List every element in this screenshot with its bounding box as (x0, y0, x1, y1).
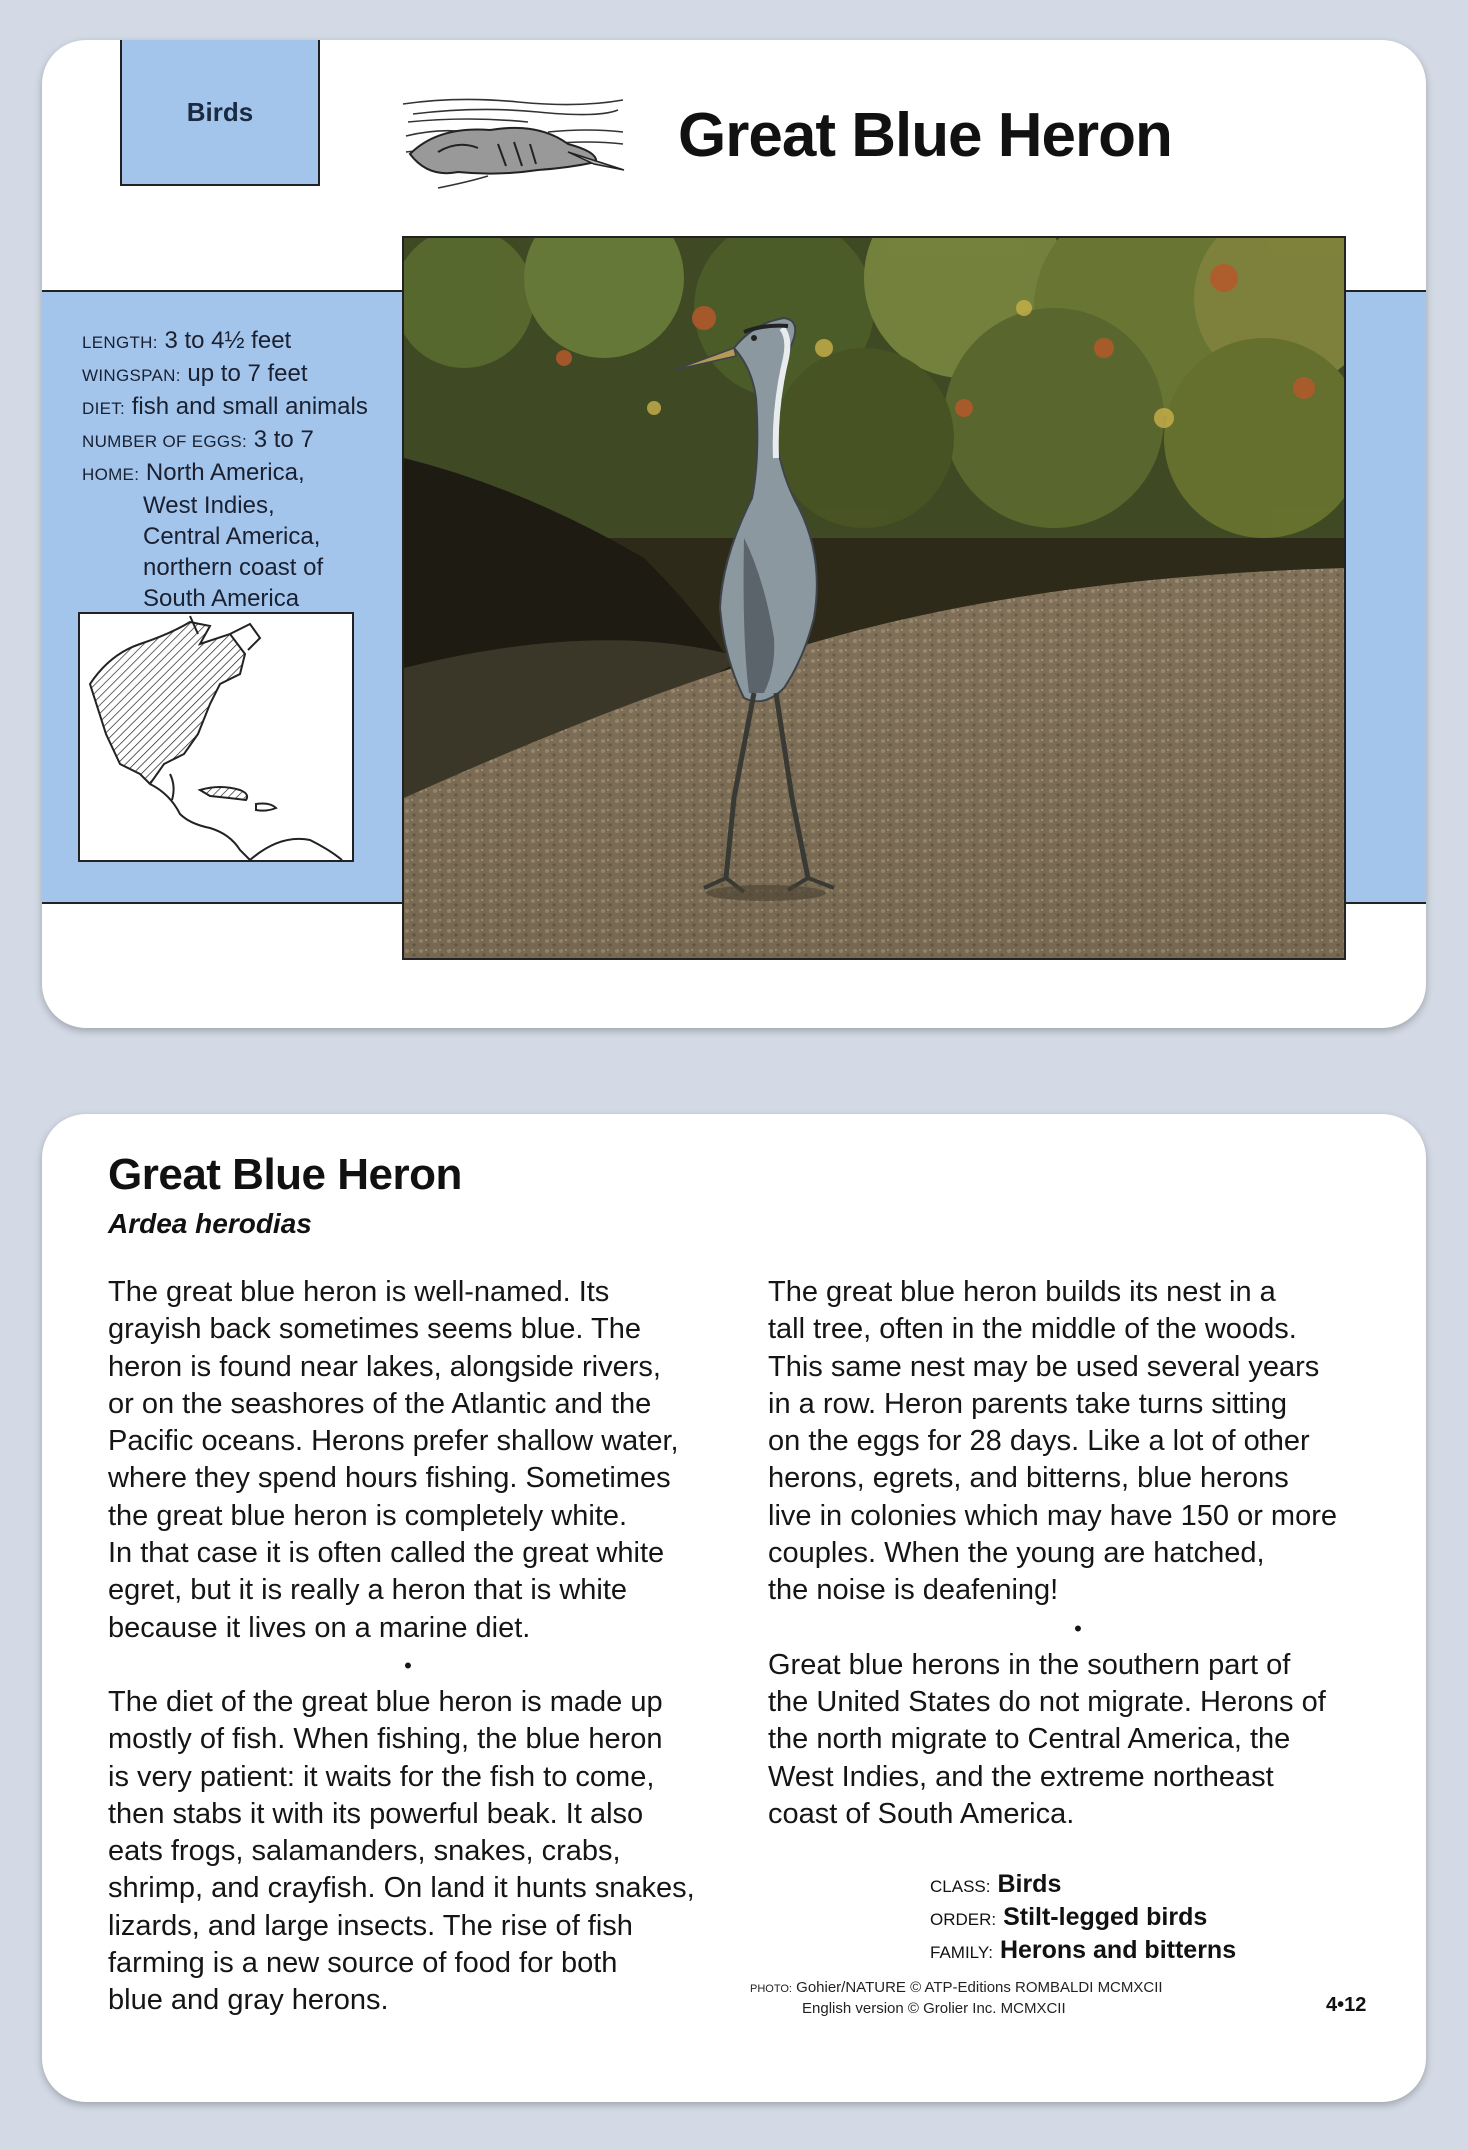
fact-label: DIET: (82, 399, 126, 418)
bullet-separator: • (404, 1652, 412, 1678)
photo-label: PHOTO: (750, 1983, 792, 1995)
fact-length (82, 325, 402, 358)
order-row (930, 1902, 1236, 1935)
card-number: 4•12 (1326, 1994, 1367, 2016)
classification (930, 1869, 1236, 1968)
heron-photo (402, 236, 1346, 960)
fact-value: fish and small animals (131, 393, 368, 420)
fact-label: HOME: (82, 465, 140, 484)
back-card (42, 1114, 1426, 2102)
class-value: Birds (997, 1870, 1062, 1898)
fact-home (82, 457, 402, 490)
range-map-icon (80, 614, 352, 860)
fact-value: North America, (145, 459, 305, 486)
credit-line-1 (750, 1978, 1163, 1999)
front-title: Great Blue Heron (678, 101, 1172, 170)
fact-wingspan (82, 358, 402, 391)
family-value: Herons and bitterns (999, 1936, 1237, 1964)
paragraph: The great blue heron is well-named. Its grayish back sometimes seems blue. The heron is found near lakes, alongside rivers, or on the seashores of the Atlantic and the Pacific oceans. Herons prefer shallow water, where they spend hours fishing. Sometimes the great blue heron is completely white. In that case it is often called the great white egret, but it is really a heron that is white because it lives on a marine diet. (108, 1276, 679, 1644)
order-label: ORDER: (930, 1910, 997, 1929)
fact-value: West Indies, (143, 492, 275, 519)
right-column (768, 1274, 1388, 1833)
photo-credits (750, 1978, 1163, 2019)
fact-eggs (82, 424, 402, 457)
paragraph: The great blue heron builds its nest in a tall tree, often in the middle of the woods. This same nest may be used several years in a row. Heron parents take turns sitting on the eggs for 28 days. Like a lot of other herons, egrets, and bitterns, blue herons live in colonies which may have 150 or more couples. When the young are hatched, the noise is deafening! (768, 1276, 1337, 1607)
back-title: Great Blue Heron (108, 1150, 462, 1199)
fact-label: NUMBER OF EGGS: (82, 432, 248, 451)
paragraph: The diet of the great blue heron is made up mostly of fish. When fishing, the blue heron is very patient: it waits for the fish to come, then stabs it with its powerful beak. It also eats frogs, salamanders, snakes, crabs, shrimp, and crayfish. On land it hunts snakes, lizards, and large insects. The rise of fish farming is a new source of food for both blue and gray herons. (108, 1685, 695, 2017)
fact-value: 3 to 4½ feet (164, 327, 292, 354)
latin-name: Ardea herodias (108, 1208, 312, 1239)
fact-value: Central America, (143, 523, 321, 550)
quick-facts (82, 325, 402, 614)
fact-value: northern coast of (143, 554, 324, 581)
fact-diet (82, 391, 402, 424)
class-label: CLASS: (930, 1877, 991, 1896)
home-continued (82, 490, 402, 614)
front-card (42, 40, 1426, 1028)
paragraph: Great blue herons in the southern part of the United States do not migrate. Herons of the north migrate to Central America, the West Indies, and the extreme northeast coast of South America. (768, 1648, 1326, 1830)
class-row (930, 1869, 1236, 1902)
fact-label: WINGSPAN: (82, 366, 181, 385)
credit-line-2: English version © Grolier Inc. MCMXCII (802, 2000, 1066, 2017)
category-label: Birds (186, 96, 254, 127)
range-map (78, 612, 354, 862)
fact-value: up to 7 feet (187, 360, 308, 387)
fact-value: South America (143, 585, 300, 612)
order-value: Stilt-legged birds (1003, 1903, 1208, 1931)
category-tab (120, 40, 320, 186)
family-label: FAMILY: (930, 1943, 993, 1962)
flying-heron-sketch-icon (398, 92, 628, 192)
family-row (930, 1935, 1236, 1968)
fact-label: LENGTH: (82, 333, 158, 352)
fact-value: 3 to 7 (253, 426, 314, 453)
left-column (108, 1274, 748, 2020)
heron-photo-image (404, 238, 1344, 958)
bullet-separator: • (1074, 1615, 1082, 1641)
photo-credit-text: Gohier/NATURE © ATP-Editions ROMBALDI MCMXCII (796, 1979, 1163, 1996)
